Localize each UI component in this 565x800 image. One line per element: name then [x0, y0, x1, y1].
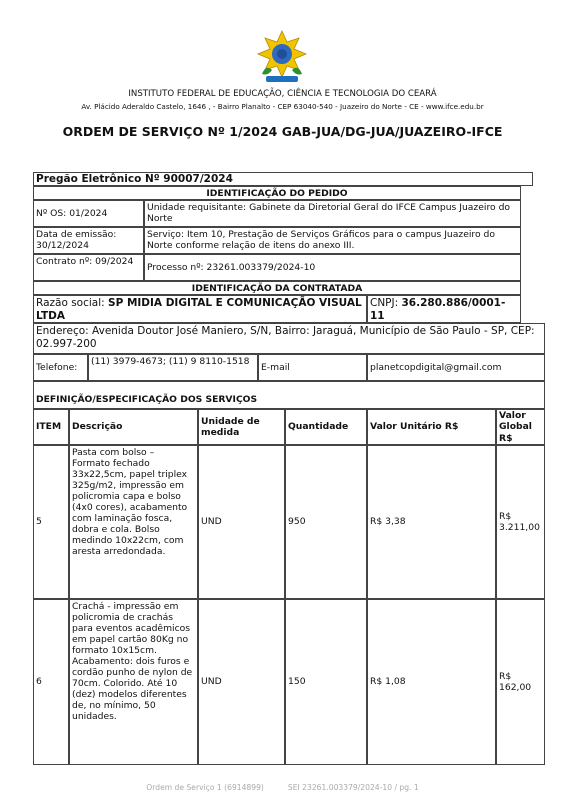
col-header-valor-unitario: Valor Unitário R$: [367, 409, 496, 445]
email-label: E-mail: [258, 354, 367, 381]
contrato-number: Contrato nº: 09/2024: [33, 254, 144, 281]
cnpj-label: CNPJ:: [370, 297, 402, 309]
row-unidade: UND: [198, 445, 285, 599]
razao-social-value: SP MIDIA DIGITAL E COMUNICAÇÃO VISUAL LTDA: [36, 297, 362, 322]
razao-social-label: Razão social:: [36, 297, 109, 309]
row-item: 6: [33, 599, 69, 765]
cnpj: [367, 295, 521, 323]
unidade-requisitante: Unidade requisitante: Gabinete da Diretorial Geral do IFCE Campus Juazeiro do Norte: [144, 200, 521, 227]
contratada-heading: IDENTIFICAÇÃO DA CONTRATADA: [33, 281, 521, 295]
telefone-value: (11) 3979-4673; (11) 9 8110-1518: [88, 354, 258, 381]
pregao-label: Pregão Eletrônico Nº 90007/2024: [33, 172, 533, 186]
row-valor-global: R$ 3.211,00: [496, 445, 545, 599]
pedido-heading: IDENTIFICAÇÃO DO PEDIDO: [33, 186, 521, 200]
endereco: Endereço: Avenida Doutor José Maniero, S/N, Bairro: Jaraguá, Município de São Paulo - SP, CEP: 02.997-200: [33, 323, 545, 354]
row-valor-global: R$ 162,00: [496, 599, 545, 765]
data-emissao: Data de emissão: 30/12/2024: [33, 227, 144, 254]
cnpj-value: 36.280.886/0001-11: [370, 297, 506, 322]
row-valor-unitario: R$ 3,38: [367, 445, 496, 599]
razao-social: [33, 295, 367, 323]
os-number: Nº OS: 01/2024: [33, 200, 144, 227]
row-item: 5: [33, 445, 69, 599]
servicos-heading: DEFINIÇÃO/ESPECIFICAÇÃO DOS SERVIÇOS: [33, 381, 545, 409]
processo-number: Processo nº: 23261.003379/2024-10: [144, 254, 521, 281]
page-footer: [0, 783, 565, 792]
telefone-label: Telefone:: [33, 354, 88, 381]
row-valor-unitario: R$ 1,08: [367, 599, 496, 765]
footer-doc-id: Ordem de Serviço 1 (6914899): [146, 783, 264, 792]
col-header-quantidade: Quantidade: [285, 409, 367, 445]
document-title: ORDEM DE SERVIÇO Nº 1/2024 GAB-JUA/DG-JUA/JUAZEIRO-IFCE: [62, 124, 503, 139]
institution-name: INSTITUTO FEDERAL DE EDUCAÇÃO, CIÊNCIA E TECNOLOGIA DO CEARÁ: [128, 89, 437, 99]
email-value: planetcopdigital@gmail.com: [367, 354, 545, 381]
col-header-item: ITEM: [33, 409, 69, 445]
row-quantidade: 150: [285, 599, 367, 765]
row-unidade: UND: [198, 599, 285, 765]
row-descricao: Crachá - impressão em policromia de crachás para eventos acadêmicos em papel cartão 80Kg no formato 10x15cm. Acabamento: dois furos e cordão punho de nylon de 70cm. Colorido. Até 10 (dez) modelos diferentes de, no mínimo, 50 unidades.: [69, 599, 198, 765]
col-header-valor-global: Valor Global R$: [496, 409, 545, 445]
row-quantidade: 950: [285, 445, 367, 599]
row-descricao: Pasta com bolso – Formato fechado 33x22,5cm, papel triplex 325g/m2, impressão em policromia capa e bolso (4x0 cores), acabamento com laminação fosca, dobra e cola. Bolso medindo 10x22cm, com aresta arredondada.: [69, 445, 198, 599]
col-header-descricao: Descrição: [69, 409, 198, 445]
footer-sei-ref: SEI 23261.003379/2024-10 / pg. 1: [287, 783, 419, 792]
institution-address: Av. Plácido Aderaldo Castelo, 1646 , - Bairro Planalto - CEP 63040-540 - Juazeiro do Norte - CE - www.ifce.edu.br: [81, 102, 484, 111]
brazil-coat-of-arms-icon: [256, 30, 308, 86]
col-header-unidade: Unidade de medida: [198, 409, 285, 445]
servico-descricao: Serviço: Item 10, Prestação de Serviços Gráficos para o campus Juazeiro do Norte conforme relação de itens do anexo III.: [144, 227, 521, 254]
